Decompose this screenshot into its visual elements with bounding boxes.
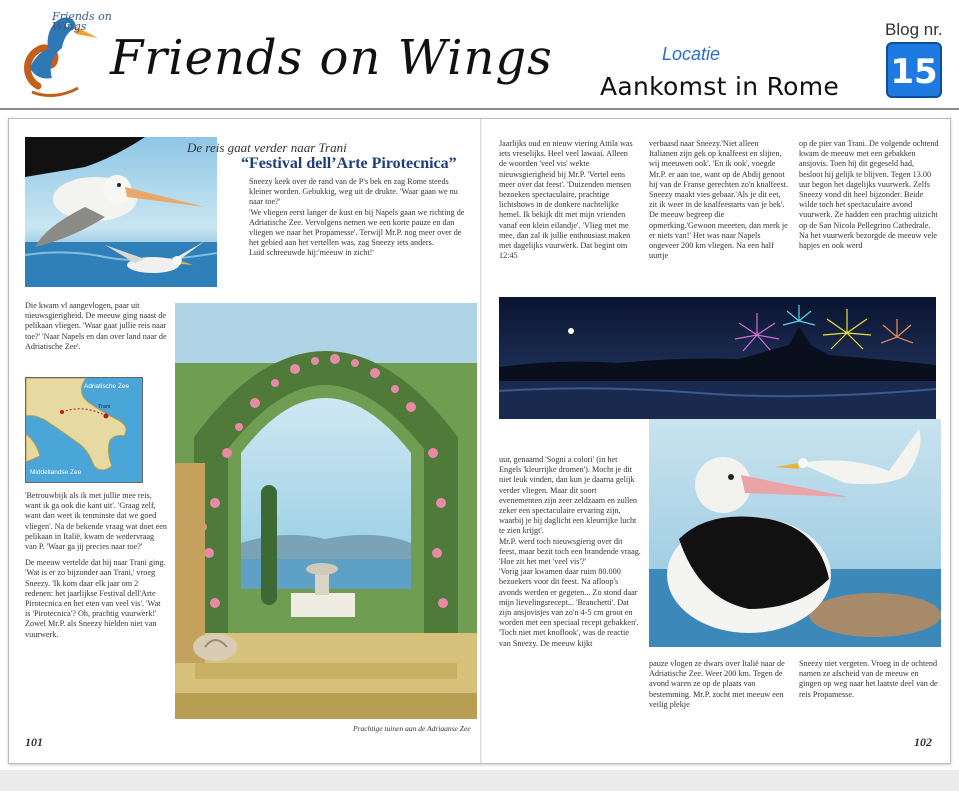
pelican-resting-illustration bbox=[649, 419, 941, 647]
page-number-right: 102 bbox=[914, 735, 932, 749]
fireworks-night-illustration bbox=[499, 297, 936, 419]
right-column-b-bottom bbox=[649, 659, 789, 745]
magazine-spread[interactable] bbox=[8, 118, 951, 764]
left-column-bottom-text bbox=[25, 491, 167, 723]
body-paragraph: verbaasd naar Sneezy.'Niet alleen Italianen zijn gek op knalfeest en slijten, wij meeuwen ook'. 'En ik ook', voegde Mr.P. er aan toe, want op de Abdij genoot hij van de Franse gerechten zo'n knalfeest. Sneezy maakt vies gebaar.'Als je dit eet, zit ik weer in de knalfeestarts van je bek'. De meeuw begreep die opmerking.'Gewoon meeeten, dan merk je er niets van!' Het was naar Napels ongeveer 200 km vliegen. Na een half uurtje bbox=[649, 139, 789, 261]
body-paragraph: pauze vlogen ze dwars over Italië naar de Adriatische Zee. Weer 200 km. Tegen de avond waren ze op de plaats van bestemming. Mr.P. zocht met meeuw een veilig plekje bbox=[649, 659, 785, 709]
bottom-strip bbox=[0, 770, 959, 791]
right-column-c-top bbox=[799, 139, 939, 297]
page-number-left: 101 bbox=[25, 735, 43, 749]
map-label-trani: Trani bbox=[98, 404, 111, 410]
site-header bbox=[0, 0, 959, 110]
article-title: “Festival dell’Arte Pirotecnica” bbox=[241, 155, 457, 172]
right-column-a-top bbox=[499, 139, 637, 297]
right-column-a-middle bbox=[499, 455, 641, 741]
logo-text: Friends on Wings bbox=[52, 10, 112, 33]
right-column-c-bottom bbox=[799, 659, 939, 745]
left-column-top-text bbox=[25, 301, 167, 373]
body-paragraph: 'Vorig jaar kwamen daar ruim 80.000 bezoekers voor dit feest. Na afloop's avonds werden er gegeten... Zo stond daar mijn lievelingsrecept... 'Branchetti'. Dat zijn ansjovisjes van zo'n 4-5 cm groot en worden met een speciaal recept gebakken'. 'Toch niet met knoflook', was de reactie van Sneezy. De meeuw kijkt bbox=[499, 567, 639, 648]
body-paragraph: Sneezy niet vergeten. Vroeg in de ochtend namen ze afscheid van de meeuw en gingen op weg naar het laatste deel van de reis Propamesse. bbox=[799, 659, 938, 699]
page-fold bbox=[480, 119, 482, 763]
pelican-flying-illustration bbox=[25, 137, 217, 287]
italy-map bbox=[25, 377, 143, 483]
garden-caption: Prachtige tuinen aan de Adriaanse Zee bbox=[353, 724, 471, 733]
garden-archway-illustration bbox=[175, 303, 477, 719]
body-paragraph: Die kwam vl aangevlogen, paar uit nieuwsgierigheid. De meeuw ging naast de pelikaan vliegen. 'Waar gaat jullie reis naar toe?' 'Naar Napels en dan over land naar de Adriatische Zee'. bbox=[25, 301, 167, 351]
body-paragraph: Mr.P. werd toch nieuwsgierig over dit feest, maar bezit toch een brandende vraag. 'Hoe zit het met 'veel vis'?' bbox=[499, 536, 641, 567]
location-label: Locatie bbox=[662, 44, 721, 64]
body-paragraph: op de pier van Trani. De volgende ochtend kwam de meeuw met een gebakken ansjovis. Toen hij dit gegeseld had, besloot hij gelijk te blijven. Tegen 13.00 uur begon het dagelijks vuurwerk. Zelfs Sneezy vond dit heel bijzonder. Beide wilde toch het spectaculaire avond vuurwerk. Ze hadden een prachtig uitzicht op de San Nicola Pellegrino Cathedrale. Na het vuurwerk bezorgde de meeuw vele hapjes en ook werd bbox=[799, 139, 939, 251]
intro-text bbox=[249, 177, 473, 295]
brand-title[interactable]: Friends on Wings bbox=[110, 30, 553, 86]
intro-paragraph: 'We vliegen eerst langer de kust en bij Napels gaan we richting de Adriatische Zee. Vervolgens nemen we een korte pauze en dan vliegen we naar het Propamesse'. Terwijl Mr.P. nog meer over de het gebied aan het vertellen was, zag Sneezy iets anders. bbox=[249, 207, 465, 248]
location-value: Aankomst in Rome bbox=[600, 72, 840, 101]
intro-paragraph: Luid schreeuwde hij:'meeuw in zicht!' bbox=[249, 248, 374, 258]
right-column-b-top bbox=[649, 139, 789, 297]
blog-number-badge: 15 bbox=[886, 42, 942, 98]
body-paragraph: 'Betrouwbijk als ik met jullie mee reis, want ik ga ook die kant uit'. 'Graag zelf, want dan weet ik tenminste dat we goed vliegen'. Na de bekende vraag wat doet een pelikaan in Italië, kwam de wedervraag van P. 'Waar ga jij precies naar toe?' bbox=[25, 491, 167, 552]
body-paragraph: uur, genaamd 'Sogni a colori' (in het Engels 'kleurrijke dromen'). Mocht je dit niet leuk vinden, dan kun je daarna gelijk verder vliegen. Maar dit soort evenementen zijn zeer zeldzaam en zullen zeker een spectaculaire ervaring zijn, waarbij je bij daglicht een kleurrijke lucht te zien krijgt'. bbox=[499, 455, 637, 536]
map-label-adriatic: Adriatische Zee bbox=[84, 383, 130, 390]
body-paragraph: De meeuw vertelde dat hij naar Trani ging. 'Wat is er zo bijzonder aan Trani,' vroeg Sneezy. 'Ik kom daar elk jaar om 2 redenen: het jaarlijkse Festival dell'Arte Pirotecnica en het eten van veel vis'. 'Wat is 'Pirotecnica'? Oh, prachtig vuurwerk!' Zowel Mr.P. als Sneezy hielden niet van vuurwerk. bbox=[25, 558, 166, 639]
intro-paragraph: Sneezy keek over de rand van de P's bek en zag Rome steeds kleiner worden. Gebukkig, weg uit de drukte. 'Waar gaan we nu naar toe?' bbox=[249, 177, 458, 207]
map-label-mediterranean: Middellandse Zee bbox=[30, 469, 82, 476]
body-paragraph: Jaarlijks oud en nieuw viering Attila was iets vreselijks. Heel veel lawaai. Alleen de woorden 'veel vis' wekte nieuwsgierigheid bij Mr.P. 'Vertel eens meer over dat feest'. 'Duizenden mensen bezoeken spectaculaire, prachtige lichtshows in de donkere nachtelijke hemel. Ik bekijk dit met mijn vrienden vanaf een klein eilandje'. 'Vlieg met me mee, dan zal ik jullie enthousiast maken met dagelijks vuurwerk. Dat begint om 12:45 bbox=[499, 139, 633, 261]
blog-label: Blog nr. bbox=[885, 20, 943, 39]
article-subhead: De reis gaat verder naar Trani bbox=[187, 140, 347, 155]
